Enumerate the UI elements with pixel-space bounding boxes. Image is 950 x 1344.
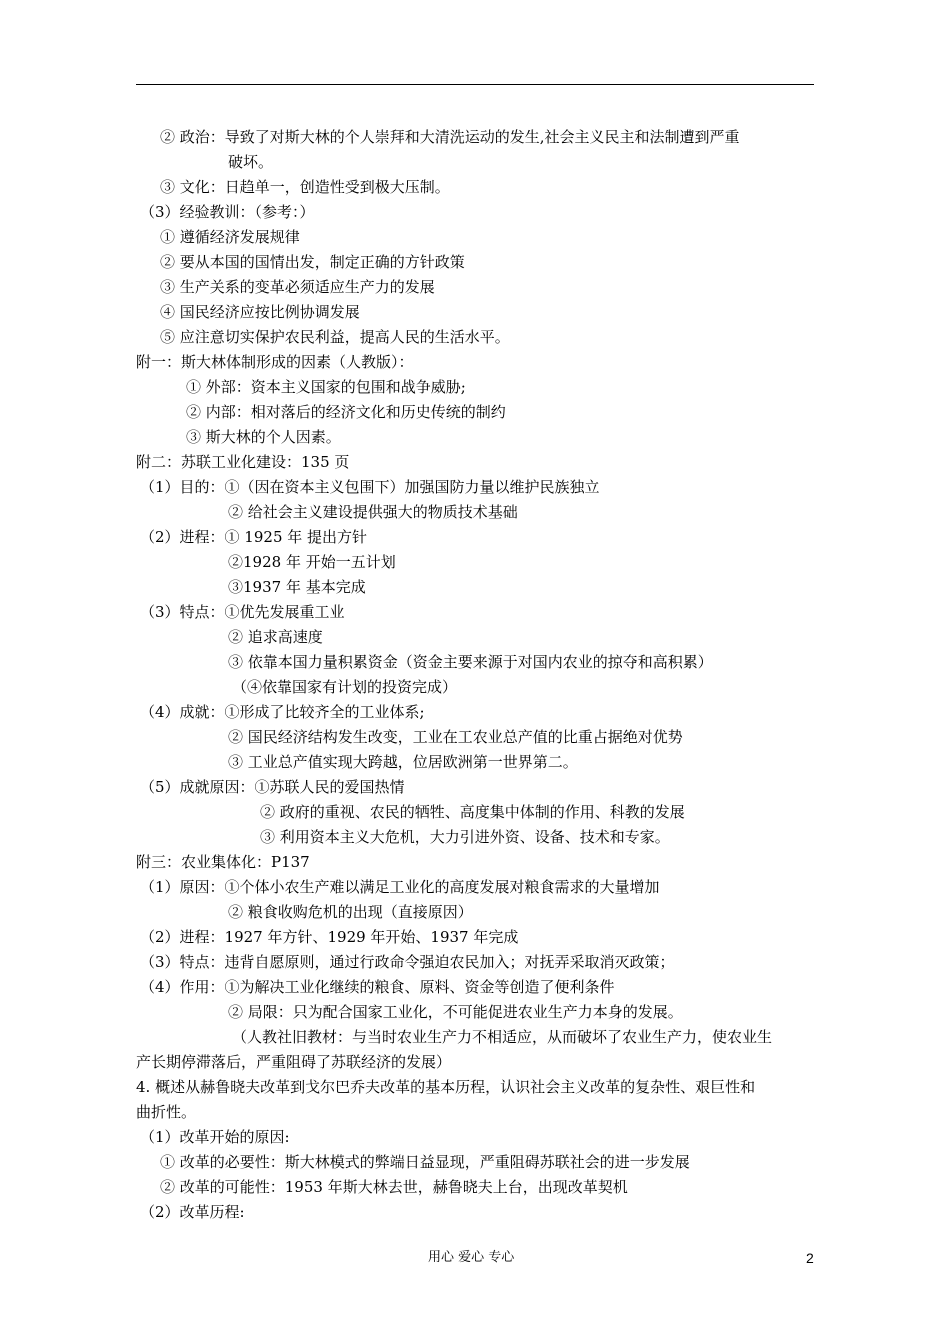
text-line: ② 要从本国的国情出发，制定正确的方针政策 (160, 253, 465, 271)
text-line: ② 政府的重视、农民的牺牲、高度集中体制的作用、科教的发展 (260, 803, 685, 821)
section-heading: （3）经验教训：（参考：） (140, 203, 315, 221)
text-line: ② 改革的可能性：1953 年斯大林去世，赫鲁晓夫上台，出现改革契机 (160, 1178, 628, 1196)
text-line: ② 给社会主义建设提供强大的物质技术基础 (228, 503, 518, 521)
text-line: ③ 文化：日趋单一，创造性受到极大压制。 (160, 178, 450, 196)
footer-text: 用心 爱心 专心 (428, 1250, 515, 1265)
text-line: ③ 工业总产值实现大跨越，位居欧洲第一世界第二。 (228, 753, 578, 771)
text-line: （4）成就：①形成了比较齐全的工业体系; (140, 703, 425, 721)
text-line: 曲折性。 (136, 1103, 197, 1121)
header-rule (136, 84, 814, 85)
text-line: ① 遵循经济发展规律 (160, 228, 300, 246)
text-line: ② 内部：相对落后的经济文化和历史传统的制约 (186, 403, 506, 421)
page-number: 2 (806, 1250, 814, 1266)
text-line: ③ 利用资本主义大危机，大力引进外资、设备、技术和专家。 (260, 828, 670, 846)
text-line: ② 局限：只为配合国家工业化，不可能促进农业生产力本身的发展。 (228, 1003, 683, 1021)
text-line: ④ 国民经济应按比例协调发展 (160, 303, 360, 321)
text-line: 破坏。 (228, 153, 274, 171)
text-line: ② 粮食收购危机的出现（直接原因） (228, 903, 473, 921)
text-line: （1）改革开始的原因: (140, 1128, 290, 1146)
text-line: （3）特点：①优先发展重工业 (140, 603, 345, 621)
appendix-heading: 附一：斯大林体制形成的因素（人教版）： (136, 353, 414, 371)
text-line: （人教社旧教材：与当时农业生产力不相适应，从而破坏了农业生产力，使农业生 (232, 1028, 773, 1046)
text-line: ②1928 年 开始一五计划 (228, 553, 396, 571)
text-line: ③ 依靠本国力量积累资金（资金主要来源于对国内农业的掠夺和高积累） (228, 653, 713, 671)
appendix-heading: 附三：农业集体化：P137 (136, 853, 310, 871)
text-line: ③1937 年 基本完成 (228, 578, 366, 596)
text-line: ② 追求高速度 (228, 628, 323, 646)
text-line: （3）特点：违背自愿原则，通过行政命令强迫农民加入；对抚弄采取消灭政策； (140, 953, 675, 971)
text-line: ② 国民经济结构发生改变，工业在工农业总产值的比重占据绝对优势 (228, 728, 683, 746)
appendix-heading: 附二：苏联工业化建设：135 页 (136, 453, 350, 471)
text-line: ⑤ 应注意切实保护农民利益，提高人民的生活水平。 (160, 328, 510, 346)
text-line: （5）成就原因：①苏联人民的爱国热情 (140, 778, 405, 796)
text-line: （1）原因：①个体小农生产难以满足工业化的高度发展对粮食需求的大量增加 (140, 878, 660, 896)
text-line: ③ 生产关系的变革必须适应生产力的发展 (160, 278, 435, 296)
text-line: ① 外部：资本主义国家的包围和战争威胁; (186, 378, 466, 396)
text-line: 产长期停滞落后，严重阻碍了苏联经济的发展） (136, 1053, 452, 1071)
text-line: （1）目的：①（因在资本主义包围下）加强国防力量以维护民族独立 (140, 478, 600, 496)
text-line: （2）进程：1927 年方针、1929 年开始、1937 年完成 (140, 928, 519, 946)
text-line: （2）进程：① 1925 年 提出方针 (140, 528, 368, 546)
text-line: ② 政治：导致了对斯大林的个人崇拜和大清洗运动的发生,社会主义民主和法制遭到严重 (160, 128, 740, 146)
section-heading: 4. 概述从赫鲁晓夫改革到戈尔巴乔夫改革的基本历程，认识社会主义改革的复杂性、艰巨性和 (136, 1078, 756, 1096)
text-line: ① 改革的必要性：斯大林模式的弊端日益显现，严重阻碍苏联社会的进一步发展 (160, 1153, 690, 1171)
text-line: （4）作用：①为解决工业化继续的粮食、原料、资金等创造了便利条件 (140, 978, 615, 996)
text-line: ③ 斯大林的个人因素。 (186, 428, 341, 446)
text-line: （2）改革历程: (140, 1203, 245, 1221)
text-line: （④依靠国家有计划的投资完成） (232, 678, 458, 696)
